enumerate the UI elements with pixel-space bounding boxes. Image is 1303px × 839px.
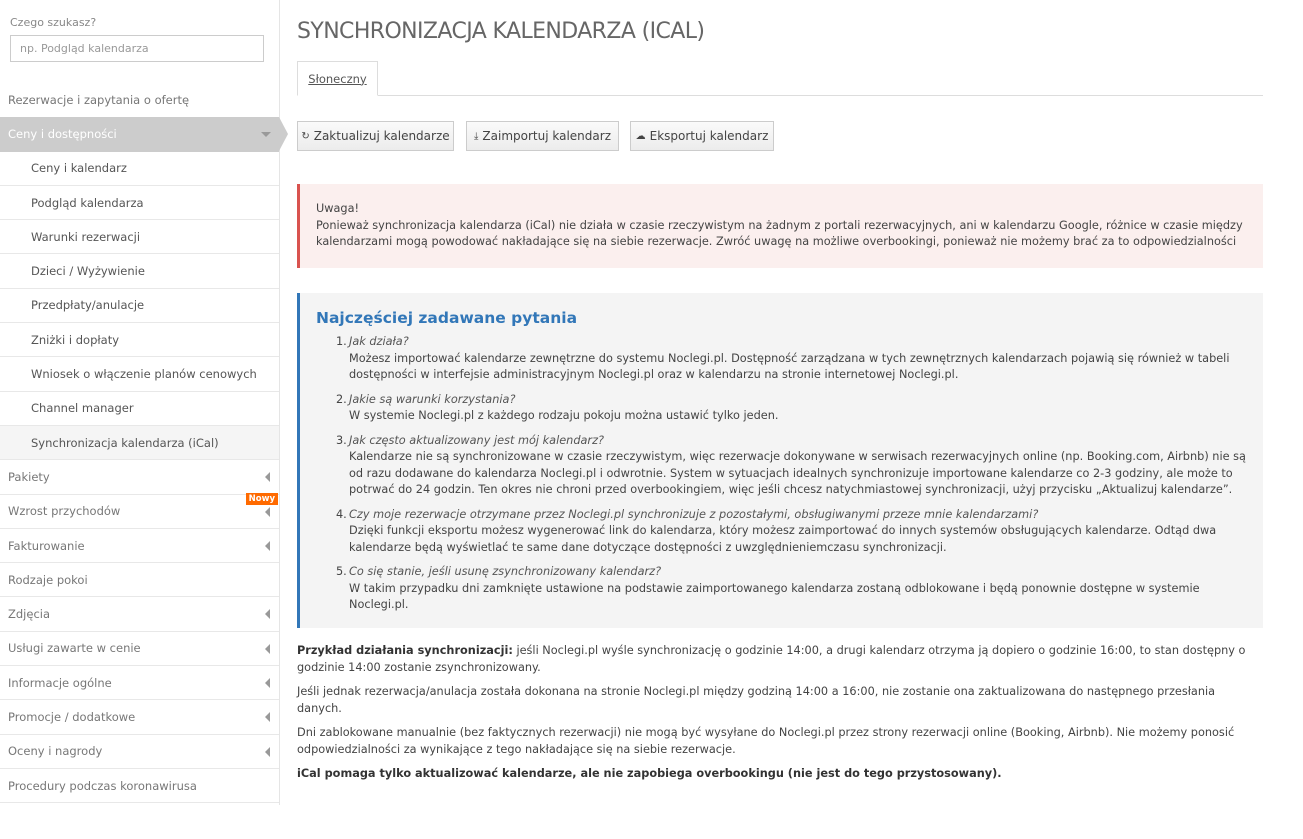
sidebar-item-label: Usługi zawarte w cenie xyxy=(8,641,141,656)
sidebar-item-label: Rezerwacje i zapytania o ofertę xyxy=(8,93,190,108)
search-input[interactable] xyxy=(10,35,264,62)
chevron-left-icon xyxy=(265,712,270,722)
chevron-left-icon xyxy=(265,507,270,517)
faq-list xyxy=(316,334,1247,614)
faq-question: Jakie są warunki korzystania? xyxy=(349,392,516,406)
faq-question: Co się stanie, jeśli usunę zsynchronizowany kalendarz? xyxy=(349,565,662,578)
sidebar-item-invoicing[interactable] xyxy=(0,529,279,563)
sidebar-item-channel-manager[interactable] xyxy=(0,392,279,426)
faq-question: Czy moje rezerwacje otrzymane przez Noclegi.pl synchronizuje z pozostałymi, obsługiwanymi przeze mnie kalendarzami? xyxy=(349,507,1039,521)
sidebar-item-label: Wzrost przychodów xyxy=(8,504,121,519)
sidebar-item-label: Channel manager xyxy=(31,401,134,416)
sidebar-item-label: Zniżki i dopłaty xyxy=(31,332,120,347)
sidebar-item-children-meals[interactable] xyxy=(0,254,279,288)
chevron-left-icon xyxy=(265,472,270,482)
faq-number: 4. xyxy=(336,507,347,521)
faq-item xyxy=(336,433,1247,499)
button-label: Zaimportuj kalendarz xyxy=(482,129,611,143)
button-label: Zaktualizuj kalendarze xyxy=(313,129,450,143)
faq-number: 2. xyxy=(336,392,347,406)
sidebar-item-general-info[interactable] xyxy=(0,666,279,700)
sidebar-item-label: Rodzaje pokoi xyxy=(8,572,88,587)
note-paragraph: Jeśli jednak rezerwacja/anulacja została dokonana na stronie Noclegi.pl między godziną 14:00 a 16:00, nie zostanie ona zaktualizowana do następnego przesłania danych. xyxy=(297,685,1216,715)
sidebar xyxy=(0,0,280,805)
sidebar-item-calendar-preview[interactable] xyxy=(0,186,279,220)
faq-item xyxy=(336,507,1247,557)
chevron-left-icon xyxy=(265,747,270,757)
faq-answer: Dzięki funkcji eksportu możesz wygenerować link do kalendarza, który możesz zaimportować do innych systemów obsługujących kalendarze. Odtąd dwa kalendarze będą wyświetlać te same dane dotyczące dostępności z uwzględnieniemczasu synchronizacji. xyxy=(349,524,1217,554)
button-label: Eksportuj kalendarz xyxy=(649,129,769,143)
sidebar-item-included-services[interactable] xyxy=(0,632,279,666)
sidebar-item-promotions[interactable] xyxy=(0,700,279,734)
sidebar-nav xyxy=(0,83,279,803)
chevron-down-icon xyxy=(261,132,271,137)
download-icon: ⤓ xyxy=(474,130,479,142)
faq-answer: W takim przypadku dni zamknięte ustawione na podstawie zaimportowanego kalendarza zostaną odblokowane i będą ponownie dostępne w systemie Noclegi.pl. xyxy=(349,581,1200,611)
chevron-left-icon xyxy=(265,609,270,619)
faq-answer: Możesz importować kalendarze zewnętrzne do systemu Noclegi.pl. Dostępność zarządzana w tych zewnętrznych kalendarzach pojawią się również w tabeli dostępności w interfejsie administracyjnym Noclegi.pl oraz w kalendarzu na stronie internetowej Noclegi.pl. xyxy=(349,351,1230,381)
faq-number: 3. xyxy=(336,433,347,447)
note-bold-disclaimer xyxy=(297,766,1263,783)
faq-question: Jak działa? xyxy=(349,335,409,348)
sidebar-item-label: Fakturowanie xyxy=(8,538,85,553)
sidebar-item-revenue-growth[interactable] xyxy=(0,495,279,529)
note-paragraph: Dni zablokowane manualnie (bez faktycznych rezerwacji) nie mogą być wysyłane do Noclegi.pl przez strony rezerwacji online (Booking, Airbnb). Nie możemy ponosić odpowiedzialności za wynikające z tego nakładające się na siebie rezerwacje. xyxy=(297,726,1235,756)
sidebar-item-label: Warunki rezerwacji xyxy=(31,229,141,244)
sidebar-item-prices-availability[interactable] xyxy=(0,117,279,151)
sidebar-item-label: Procedury podczas koronawirusa xyxy=(8,778,197,793)
sidebar-item-ical-sync[interactable] xyxy=(0,426,279,460)
sidebar-item-covid-procedures[interactable] xyxy=(0,769,279,803)
sidebar-item-label: Oceny i nagrody xyxy=(8,744,103,759)
tab-sloneczny[interactable]: Słoneczny xyxy=(297,61,378,96)
sidebar-item-photos[interactable] xyxy=(0,597,279,631)
sidebar-item-label: Ceny i kalendarz xyxy=(31,161,127,176)
sidebar-item-label: Przedpłaty/anulacje xyxy=(31,298,145,313)
sidebar-item-label: Pakiety xyxy=(8,469,50,484)
chevron-left-icon xyxy=(265,541,270,551)
search-label: Czego szukasz? xyxy=(10,16,97,29)
export-calendar-button[interactable] xyxy=(630,121,774,151)
page-title: SYNCHRONIZACJA KALENDARZA (ICAL) xyxy=(297,19,705,44)
tab-bar xyxy=(297,61,1263,96)
faq-item xyxy=(336,334,1247,384)
sidebar-item-label: Synchronizacja kalendarza (iCal) xyxy=(31,435,219,450)
sidebar-item-label: Informacje ogólne xyxy=(8,675,112,690)
cloud-upload-icon: ☁ xyxy=(635,130,646,142)
sidebar-item-label: Zdjęcia xyxy=(8,607,51,622)
sidebar-item-prepayments[interactable] xyxy=(0,289,279,323)
chevron-left-icon xyxy=(265,678,270,688)
update-calendars-button[interactable] xyxy=(297,121,454,151)
faq-panel xyxy=(297,293,1263,628)
sidebar-item-label: Ceny i dostępności xyxy=(8,127,117,142)
disclaimer-text: iCal pomaga tylko aktualizować kalendarze, ale nie zapobiega overbookingu (nie jest do tego przystosowany). xyxy=(297,767,1002,780)
faq-question: Jak często aktualizowany jest mój kalendarz? xyxy=(349,433,605,447)
sidebar-item-prices-calendar[interactable] xyxy=(0,152,279,186)
sidebar-item-reservations[interactable] xyxy=(0,83,279,117)
faq-item xyxy=(336,392,1247,425)
sync-example-text: jeśli Noclegi.pl wyśle synchronizację o godzinie 14:00, a drugi kalendarz otrzyma ją dopiero o godzinie 16:00, to stan dostępny o godzinie 14:00 zostanie zsynchronizowany. xyxy=(297,644,1246,674)
new-badge: Nowy xyxy=(246,493,278,505)
sidebar-item-ratings-awards[interactable] xyxy=(0,735,279,769)
sidebar-item-rate-plans-request[interactable] xyxy=(0,357,279,391)
faq-answer: Kalendarze nie są synchronizowane w czasie rzeczywistym, więc rezerwacje dokonywane w serwisach rezerwacyjnych online (np. Booking.com, Airbnb) nie są od razu dodawane do kalendarza Noclegi.pl i odwrotnie. System w sytuacjach idealnych synchronizuje importowane kalendarze co 2-3 godziny, ale może to potrwać do 24 godzin. Ten okres nie chroni przed overbookingiem, więc jeśli chcesz natychmiastowej synchronizacji, użyj przycisku „Aktualizuj kalendarze”. xyxy=(349,450,1246,496)
sync-example xyxy=(297,643,1263,676)
faq-item xyxy=(336,564,1247,614)
import-calendar-button[interactable] xyxy=(466,121,619,151)
sidebar-item-label: Podgląd kalendarza xyxy=(31,195,144,210)
refresh-icon: ↻ xyxy=(301,130,310,142)
warning-alert xyxy=(297,184,1263,268)
faq-number: 1. xyxy=(336,335,347,348)
faq-answer: W systemie Noclegi.pl z każdego rodzaju pokoju można ustawić tylko jeden. xyxy=(349,409,779,422)
sidebar-item-room-types[interactable] xyxy=(0,563,279,597)
sidebar-item-label: Promocje / dodatkowe xyxy=(8,709,136,724)
faq-title: Najczęściej zadawane pytania xyxy=(316,309,578,327)
sync-example-label: Przykład działania synchronizacji: xyxy=(297,644,513,657)
sidebar-item-packages[interactable] xyxy=(0,460,279,494)
alert-text: Ponieważ synchronizacja kalendarza (iCal) nie działa w czasie rzeczywistym na żadnym z portali rezerwacyjnych, ani w kalendarzu Google, różnice w czasie między kalendarzami mogą powodować nakładające się na siebie rezerwacje. Zwróć uwagę na możliwe overbookingi, ponieważ nie możemy brać za to odpowiedzialności xyxy=(316,218,1243,248)
chevron-left-icon xyxy=(265,644,270,654)
sidebar-item-label: Wniosek o włączenie planów cenowych xyxy=(31,367,257,382)
sidebar-item-discounts[interactable] xyxy=(0,323,279,357)
alert-title: Uwaga! xyxy=(316,202,360,215)
sidebar-item-booking-conditions[interactable] xyxy=(0,220,279,254)
sync-notes xyxy=(297,643,1263,791)
faq-number: 5. xyxy=(336,565,347,578)
sidebar-item-label: Dzieci / Wyżywienie xyxy=(31,264,145,279)
